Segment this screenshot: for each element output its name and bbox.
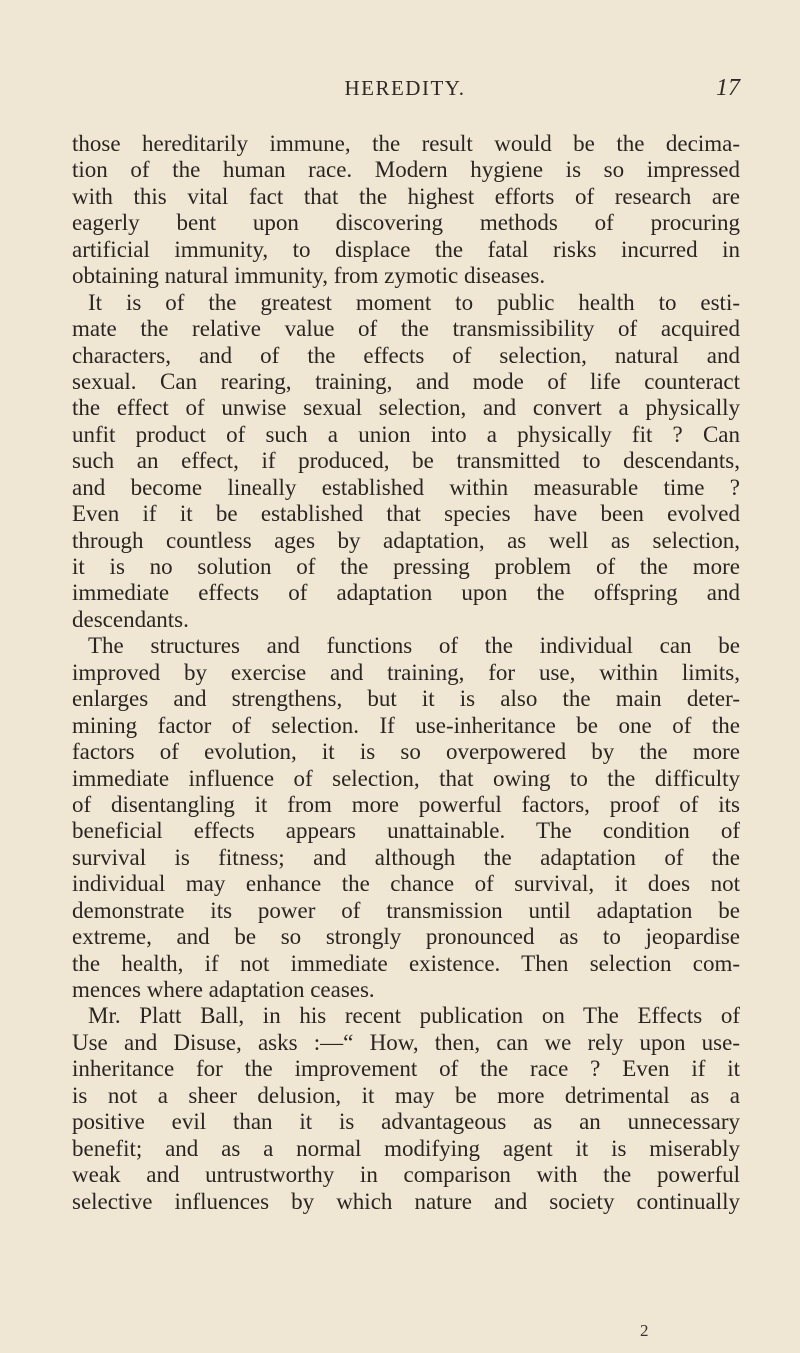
text-line: Use and Disuse, asks :—“ How, then, can we rely upon use- [72,1029,740,1055]
text-line: weak and untrustworthy in comparison with the powerful [72,1162,740,1188]
page-header [70,76,740,106]
text-line: demonstrate its power of transmission until adaptation be [72,897,740,923]
text-line: benefit; and as a normal modifying agent it is miserably [72,1135,740,1161]
text-line: the effect of unwise sexual selection, and convert a physically [72,395,740,421]
text-line: beneficial effects appears unattainable. The condition of [72,818,740,844]
text-line: inheritance for the improvement of the race ? Even if it [72,1056,740,1082]
text-line: It is of the greatest moment to public health to esti- [88,289,740,315]
text-line: extreme, and be so strongly pronounced as to jeopardise [72,924,740,950]
text-line: improved by exercise and training, for use, within limits, [72,659,740,685]
text-line: individual may enhance the chance of survival, it does not [72,871,740,897]
text-line: is not a sheer delusion, it may be more detrimental as a [72,1082,740,1108]
page-number: 17 [716,75,740,101]
text-line: The structures and functions of the individual can be [88,633,740,659]
text-line: characters, and of the effects of selection, natural and [72,342,740,368]
text-line: selective influences by which nature and society continually [72,1188,740,1214]
text-line: tion of the human race. Modern hygiene is so impressed [72,157,740,183]
text-line: survival is fitness; and although the adaptation of the [72,844,740,870]
text-line: sexual. Can rearing, training, and mode of life counteract [72,368,740,394]
body-text [72,131,740,1215]
text-line: factors of evolution, it is so overpowered by the more [72,739,740,765]
text-line: positive evil than it is advantageous as an unnecessary [72,1109,740,1135]
text-line: eagerly bent upon discovering methods of procuring [72,210,740,236]
text-line: it is no solution of the pressing problem of the more [72,554,740,579]
text-line: immediate influence of selection, that owing to the difficulty [72,765,740,791]
text-line: of disentangling it from more powerful factors, proof of its [72,791,740,817]
text-line: such an effect, if produced, be transmitted to descendants, [72,448,740,474]
text-line: Even if it be established that species have been evolved [72,501,740,527]
text-line: and become lineally established within measurable time ? [72,474,740,500]
text-line: mining factor of selection. If use-inheritance be one of the [72,712,740,738]
text-line: unfit product of such a union into a physically fit ? Can [72,421,740,447]
text-line: Mr. Platt Ball, in his recent publication on The Effects of [88,1003,740,1029]
text-line: obtaining natural immunity, from zymotic diseases. [72,263,546,289]
text-line: the health, if not immediate existence. Then selection com- [72,950,740,976]
text-line: immediate effects of adaptation upon the offspring and [72,580,740,606]
text-line: with this vital fact that the highest efforts of research are [72,183,740,209]
signature-mark: 2 [640,1321,649,1340]
text-line: mate the relative value of the transmissibility of acquired [72,316,740,342]
text-line: through countless ages by adaptation, as well as selection, [72,527,740,553]
text-line: descendants. [72,606,189,632]
running-title: HEREDITY. [344,76,466,100]
text-line: artificial immunity, to displace the fatal risks incurred in [72,236,740,262]
text-line: mences where adaptation ceases. [72,977,375,1002]
text-line: those hereditarily immune, the result would be the decima- [72,131,740,156]
text-line: enlarges and strengthens, but it is also the main deter- [72,686,740,712]
